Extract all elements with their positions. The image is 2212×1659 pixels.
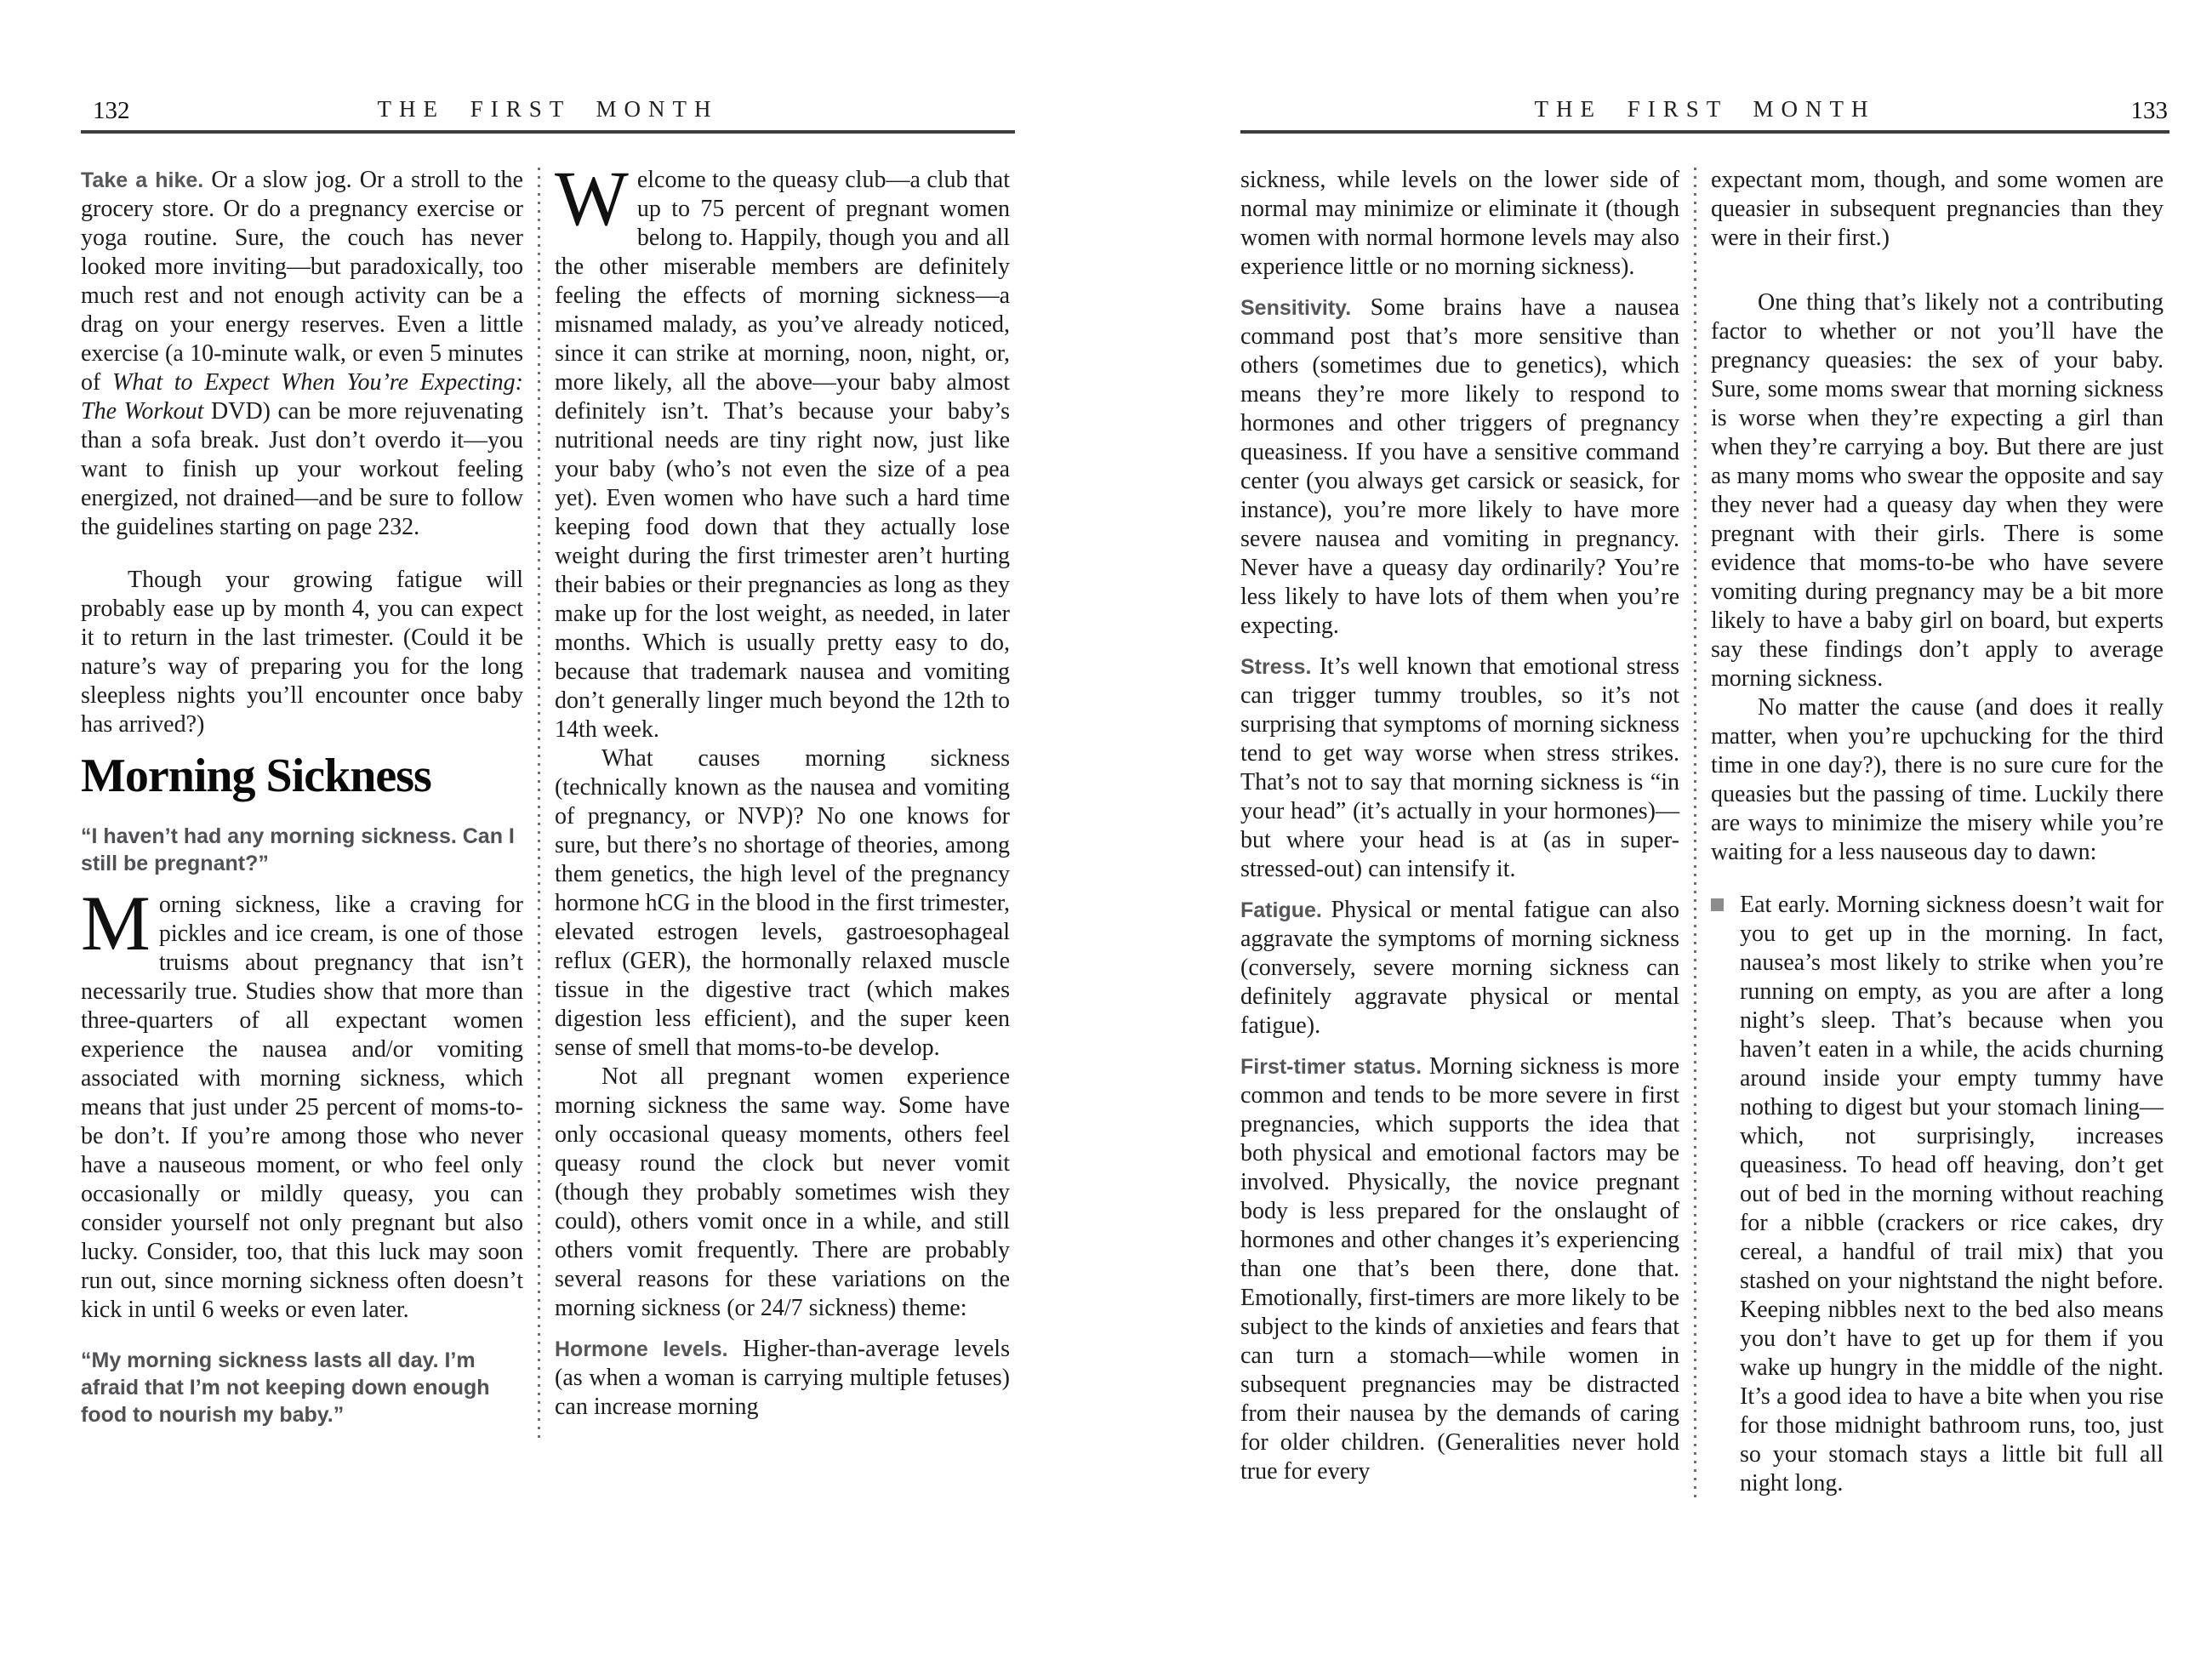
body-paragraph: [81, 566, 523, 739]
body-paragraph: [555, 1335, 1010, 1422]
body-paragraph: [1240, 1052, 1679, 1486]
text-run: elcome to the queasy club—a club that up to 75 percent of pregnant women belong to. Happily, though you and all the other miserable members are definitely feeling the effects of morning sickness—a misnamed malady, as you’ve already noticed, since it can strike at morning, noon, night, or, more likely, all the above—your baby almost definitely isn’t. That’s because your baby’s nutritional needs are tiny right now, just like your baby (who’s not even the size of a pea yet). Even women who have such a hard time keeping food down that they actually lose weight during the first trimester aren’t hurting their babies or their pregnancies as long as they make up for the lost weight, as needed, in later months. Which is usually pretty easy to do, because that trademark nausea and vomiting don’t generally linger much beyond the 12th to 14th week.: [555, 167, 1010, 743]
running-head: THE FIRST MONTH: [377, 96, 719, 122]
header-rule: [1240, 130, 2169, 134]
text-run: No matter the cause (and does it really matter, when you’re upchucking for the third time in one day?), there is no sure cure for the queasies but the passing of time. Luckily there are ways to minimize the misery while you’re waiting for a less nauseous day to dawn:: [1711, 694, 2164, 865]
book-title-italic: What to Expect When You’re Expecting: The Workout: [81, 369, 524, 425]
lead-in-label: Sensitivity.: [1240, 296, 1352, 320]
header-rule: [81, 130, 1015, 134]
body-paragraph: [1240, 653, 1679, 884]
running-head: THE FIRST MONTH: [1534, 96, 1876, 122]
lead-in-label: Take a hike.: [81, 168, 204, 192]
text-run: Or a slow jog. Or a stroll to the grocery store. Or do a pregnancy exercise or yoga routine. Sure, the couch has never looked more inviting—but paradoxically, too much rest and not enough activity can be a drag on your energy reserves. Even a little exercise (a 10-minute walk, or even 5 minutes of: [81, 167, 523, 396]
text-run: orning sickness, like a craving for pickles and ice cream, is one of those truisms about pregnancy that isn’t necessarily true. Studies show that more than three-quarters of all expectant women experience the nausea and/or vomiting associated with morning sickness, which means that just under 25 percent of moms-to-be don’t. If you’re among those who never have a nauseous moment, or who feel only occasionally or mildly queasy, you can consider yourself not only pregnant but also lucky. Consider, too, that this luck may soon run out, since morning sickness often doesn’t kick in until 6 weeks or even later.: [81, 892, 523, 1323]
page-133: [1240, 0, 2169, 1498]
bullet-item: [1711, 891, 2164, 1498]
body-paragraph: [1240, 166, 1679, 282]
text-run: Though your growing fatigue will probably ease up by month 4, you can expect it to return in the last trimester. (Could it be nature’s way of preparing you for the long sleepless nights you’ll encounter once baby has arrived?): [81, 567, 523, 738]
body-paragraph: [1240, 294, 1679, 641]
column-layout: [81, 155, 1015, 1442]
body-paragraph: [1711, 288, 2164, 693]
body-paragraph: [555, 744, 1010, 1063]
body-paragraph: [555, 155, 1010, 744]
body-paragraph: [1711, 166, 2164, 253]
page-number: 132: [93, 97, 130, 124]
text-run: Morning sickness is more common and tends to be more severe in first pregnancies, which supports the idea that both physical and emotional factors may be involved. Physically, the novice pregnant body is less prepared for the onslaught of hormones and other changes it’s experiencing than one that’s been there, done that. Emotionally, first-timers are more likely to be subject to the kinds of anxieties and fears that can turn a stomach—while women in subsequent pregnancies may be distracted from their nausea by the demands of caring for older children. (Generalities never hold true for every: [1240, 1053, 1679, 1485]
text-run: Eat early. Morning sickness doesn’t wait for you to get up in the morning. In fact, nausea’s most likely to strike when you’re running on empty, as you are after a long night’s sleep. That’s because when you haven’t eaten in a while, the acids churning around inside your empty tummy have nothing to digest but your stomach lining—which, not surprisingly, increases queasiness. To head off heaving, don’t get out of bed in the morning without reaching for a nibble (crackers or rice cakes, dry cereal, a handful of trail mix) that you stashed on your nightstand the night before. Keeping nibbles next to the bed also means you don’t have to get up for them if you wake up hungry in the middle of the night. It’s a good idea to have a bite when you rise for those midnight bathroom runs, too, just so your stomach stays a little bit full all night long.: [1740, 892, 2164, 1497]
body-paragraph: [1240, 896, 1679, 1040]
text-run: It’s well known that emotional stress can trigger tummy troubles, so it’s not surprising that symptoms of morning sickness tend to get way worse when stress strikes. That’s not to say that morning sickness is “in your head” (it’s actually in your hormones)—but where your head is at (as in super-stressed-out) can intensify it.: [1240, 653, 1679, 882]
page-header: [1240, 0, 2169, 134]
body-paragraph: [81, 880, 523, 1325]
drop-cap: W: [555, 155, 629, 242]
column-layout: [1240, 166, 2169, 1498]
text-run: What causes morning sickness (technically known as the nausea and vomiting of pregnancy, or NVP)? No one knows for sure, but there’s no shortage of theories, among them genetics, the high level of the pregnancy hormone hCG in the blood in the first trimester, elevated estrogen levels, gastroesophageal reflux (GER), the hormonally relaxed muscle tissue in the digestive tract (which makes digestion less efficient), and the super keen sense of smell that moms-to-be develop.: [555, 745, 1010, 1061]
column-divider-dotted: [538, 168, 540, 1442]
page-132: [81, 0, 1015, 1442]
drop-cap: M: [81, 880, 151, 966]
lead-in-label: Stress.: [1240, 655, 1312, 679]
text-column-1: [81, 166, 523, 1442]
page-header: [81, 0, 1015, 134]
lead-in-label: Hormone levels.: [555, 1337, 728, 1361]
text-run: One thing that’s likely not a contributing factor to whether or not you’ll have the pregnancy queasies: the sex of your baby. Sure, some moms swear that morning sickness is worse when they’re expecting a girl than when they’re carrying a boy. But there are just as many moms who swear the opposite and say they never had a queasy day when they were pregnant with their girls. There is some evidence that moms-to-be who have severe vomiting during pregnancy may be a bit more likely to have a baby girl on board, but experts say these findings don’t apply to average morning sickness.: [1711, 289, 2164, 692]
reader-question: “My morning sickness lasts all day. I’m afraid that I’m not keeping down enough food to nourish my baby.”: [81, 1348, 490, 1427]
section-heading: Morning Sickness: [81, 750, 431, 802]
text-column-4: [1711, 166, 2164, 1498]
bullet-square-icon: [1711, 898, 1724, 911]
reader-question: “I haven’t had any morning sickness. Can I still be pregnant?”: [81, 824, 515, 875]
text-run: Physical or mental fatigue can also aggravate the symptoms of morning sickness (conversely, severe morning sickness can definitely aggravate physical or mental fatigue).: [1240, 897, 1679, 1039]
column-divider-dotted: [1694, 168, 1696, 1498]
text-run: Higher-than-average levels (as when a woman is carrying multiple fetuses) can increase morning: [555, 1336, 1010, 1420]
body-paragraph: [1711, 693, 2164, 867]
body-paragraph: [555, 1063, 1010, 1323]
text-run: sickness, while levels on the lower side of normal may minimize or eliminate it (though women with normal hormone levels may also experience little or no morning sickness).: [1240, 167, 1679, 280]
text-run: DVD) can be more rejuvenating than a sofa break. Just don’t overdo it—you want to finish up your workout feeling energized, not drained—and be sure to follow the guidelines starting on page 232.: [81, 398, 524, 540]
page-number: 133: [2130, 97, 2168, 124]
text-run: expectant mom, though, and some women are queasier in subsequent pregnancies than they were in their first.): [1711, 167, 2164, 251]
text-column-3: [1240, 166, 1679, 1498]
body-paragraph: [81, 166, 523, 542]
text-column-2: [555, 155, 1010, 1442]
lead-in-label: Fatigue.: [1240, 898, 1322, 922]
text-run: Some brains have a nausea command post that’s more sensitive than others (sometimes due to genetics), which means they’re more likely to respond to hormones and other triggers of pregnancy queasiness. If you have a sensitive command center (you always get carsick or seasick, for instance), you’re more likely to have more severe nausea and vomiting in pregnancy. Never have a queasy day ordinarily? You’re less likely to have lots of them when you’re expecting.: [1240, 294, 1679, 639]
lead-in-label: First-timer status.: [1240, 1055, 1422, 1079]
text-run: Not all pregnant women experience morning sickness the same way. Some have only occasional queasy moments, others feel queasy round the clock but never vomit (though they probably sometimes wish they could), others vomit once in a while, and still others vomit frequently. There are probably several reasons for these variations on the morning sickness (or 24/7 sickness) theme:: [555, 1063, 1010, 1321]
